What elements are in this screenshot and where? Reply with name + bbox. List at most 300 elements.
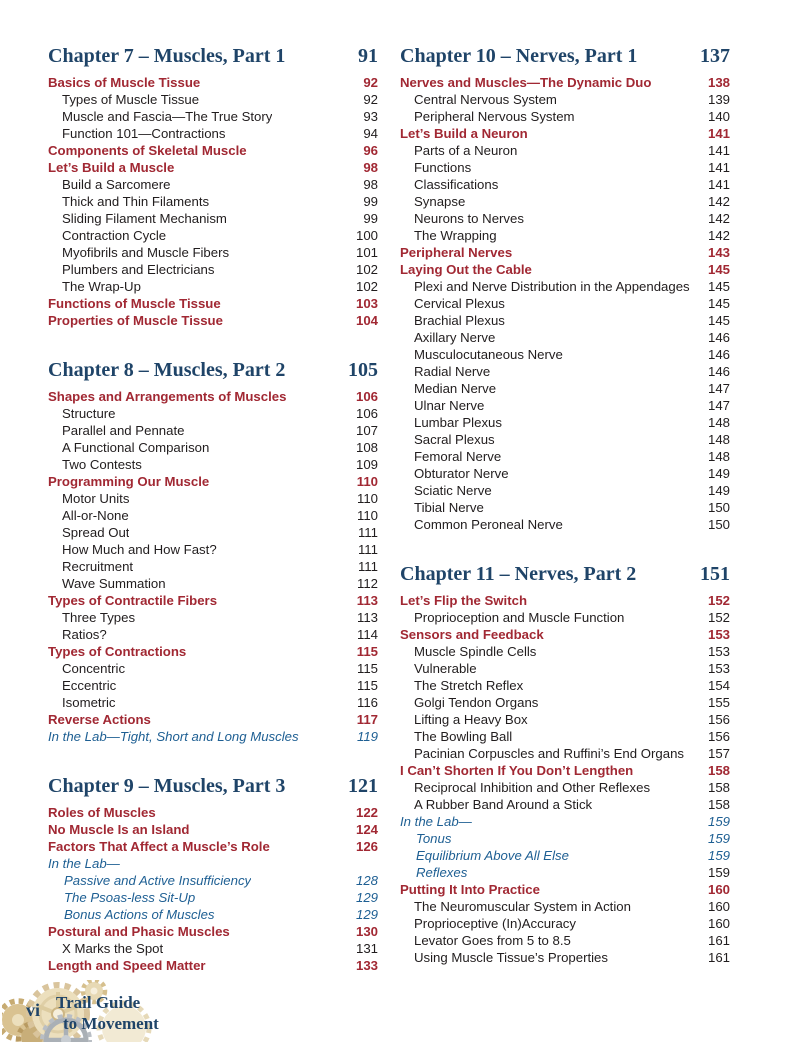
toc-entry-page: 111 [357,542,378,557]
toc-entry [400,796,730,813]
chapter-title: Chapter 10 – Nerves, Part 1 [400,45,638,67]
toc-entry [48,541,378,558]
toc-entry-label: Basics of Muscle Tissue [48,75,201,90]
toc-entry-page: 146 [707,347,730,362]
toc-entry-label: Types of Contractile Fibers [48,593,218,608]
toc-entry-label: Roles of Muscles [48,805,156,820]
toc-entry [400,193,730,210]
toc-entry-page: 106 [355,406,378,421]
footer-page-number: vi [26,1000,41,1020]
toc-entry [400,91,730,108]
toc-entry [400,626,730,643]
toc-entry [400,609,730,626]
chapter-block [48,359,378,745]
toc-entry-label: Structure [62,406,116,421]
toc-entry [400,74,730,91]
toc-entry [48,278,378,295]
toc-entry-label: Musculocutaneous Nerve [414,347,563,362]
toc-entry-label: Sciatic Nerve [414,483,492,498]
toc-entry-page: 158 [707,780,730,795]
toc-entry-page: 148 [707,415,730,430]
toc-entry-page: 153 [707,644,730,659]
toc-entry-label: Shapes and Arrangements of Muscles [48,389,287,404]
toc-entry-page: 152 [707,610,730,625]
toc-entry-page: 102 [355,262,378,277]
toc-entry [400,346,730,363]
toc-entry-label: Nerves and Muscles—The Dynamic Duo [400,75,652,90]
toc-entry-label: Concentric [62,661,126,676]
toc-entry [48,524,378,541]
toc-entry [48,957,378,974]
toc-entry-page: 92 [363,92,378,107]
toc-entry-label: Tibial Nerve [414,500,484,515]
toc-entry [48,592,378,609]
toc-entry-page: 156 [707,729,730,744]
toc-entry-label: Contraction Cycle [62,228,167,243]
toc-entry-page: 141 [707,160,730,175]
toc-entry-label: Femoral Nerve [414,449,502,464]
chapter-heading [48,775,378,798]
chapter-block [48,45,378,329]
toc-entry-page: 103 [355,296,378,311]
toc-entry-label: Components of Skeletal Muscle [48,143,247,158]
toc-entry-label: Brachial Plexus [414,313,505,328]
chapter-block [400,45,730,533]
toc-entry-label: The Psoas-less Sit-Up [64,890,196,905]
toc-entry [400,312,730,329]
toc-entry-label: Function 101—Contractions [62,126,226,141]
toc-entry-page: 119 [356,729,378,744]
toc-entry-label: Recruitment [62,559,134,574]
toc-entry-page: 158 [707,797,730,812]
toc-entry-label: Putting It Into Practice [400,882,540,897]
toc-entry [400,142,730,159]
toc-entry-page: 133 [355,958,378,973]
toc-entry [48,872,378,889]
toc-entry-label: Proprioceptive (In)Accuracy [414,916,576,931]
toc-entry-page: 128 [355,873,378,888]
toc-entry-page: 145 [707,279,730,294]
toc-entry-page: 114 [356,627,378,642]
toc-entry-page: 110 [356,491,378,506]
toc-entry-page: 141 [707,143,730,158]
toc-entry [400,949,730,966]
toc-entry-label: Types of Contractions [48,644,187,659]
toc-entry-page: 131 [355,941,378,956]
toc-column-1 [48,45,378,974]
toc-entry-page: 115 [356,661,378,676]
toc-column-2 [400,45,730,974]
chapter-page: 105 [348,359,378,381]
toc-entry-label: Common Peroneal Nerve [414,517,563,532]
toc-entry [400,516,730,533]
toc-entry-page: 150 [707,500,730,515]
toc-entry-label: A Rubber Band Around a Stick [414,797,593,812]
toc-entry-page: 143 [707,245,730,260]
toc-entry-label: Length and Speed Matter [48,958,206,973]
toc-entry-page: 152 [707,593,730,608]
toc-entry [48,804,378,821]
toc-entry-page: 94 [363,126,378,141]
toc-entry [48,889,378,906]
toc-entry [48,838,378,855]
toc-entry-label: The Stretch Reflex [414,678,524,693]
toc-entry-page: 141 [707,126,730,141]
toc-entry [48,558,378,575]
toc-entry-page: 146 [707,364,730,379]
toc-entry-page: 142 [707,211,730,226]
toc-entry-label: Sensors and Feedback [400,627,544,642]
toc-entry-page: 113 [356,593,378,608]
toc-entry-label: Peripheral Nerves [400,245,513,260]
brand-name [56,992,159,1034]
toc-entry-label: Isometric [62,695,116,710]
toc-entry [400,125,730,142]
toc-entry [400,711,730,728]
toc-entry-label: Vulnerable [414,661,477,676]
toc-entry-page: 107 [355,423,378,438]
toc-entry-page: 102 [355,279,378,294]
toc-entry-label: Lifting a Heavy Box [414,712,528,727]
toc-entry-label: Eccentric [62,678,117,693]
toc-entry-label: The Bowling Ball [414,729,513,744]
toc-entry [48,227,378,244]
toc-entry-label: Spread Out [62,525,130,540]
toc-entry-page: 138 [707,75,730,90]
brand-line-1: Trail Guide [56,993,141,1012]
toc-entry [48,244,378,261]
toc-entry-label: All-or-None [62,508,129,523]
toc-entry [48,125,378,142]
chapter-title: Chapter 11 – Nerves, Part 2 [400,563,637,585]
toc-entry [400,397,730,414]
toc-entry [400,881,730,898]
toc-entry-page: 124 [355,822,378,837]
toc-entry-label: Golgi Tendon Organs [414,695,539,710]
chapter-heading [400,45,730,68]
chapter-block [48,775,378,974]
toc-entry [400,363,730,380]
toc-entry-label: Types of Muscle Tissue [62,92,200,107]
toc-entry-label: Properties of Muscle Tissue [48,313,223,328]
toc-entry-label: Tonus [416,831,452,846]
toc-entry-page: 110 [356,508,378,523]
toc-entry-page: 129 [355,890,378,905]
toc-entry-label: Two Contests [62,457,142,472]
toc-entry-label: Three Types [62,610,136,625]
toc-entry [400,244,730,261]
toc-entry-page: 141 [707,177,730,192]
toc-entry-label: Reflexes [416,865,468,880]
toc-entry [48,855,378,872]
toc-entry [400,762,730,779]
toc-entry-page: 117 [356,712,378,727]
toc-entry-page: 157 [707,746,730,761]
toc-entry [400,380,730,397]
toc-entry-page: 159 [707,814,730,829]
toc-entry [48,490,378,507]
toc-entry [48,643,378,660]
toc-entry [48,456,378,473]
toc-entry-label: Lumbar Plexus [414,415,502,430]
toc-entry-page: 129 [355,907,378,922]
toc-entry [48,405,378,422]
toc-entry [400,329,730,346]
toc-entry-page: 149 [707,466,730,481]
toc-entry [400,227,730,244]
toc-entry-page: 149 [707,483,730,498]
toc-entry [48,626,378,643]
toc-entry-label: Neurons to Nerves [414,211,524,226]
toc-entry-page: 99 [363,211,378,226]
toc-entry [400,830,730,847]
toc-entry-label: I Can’t Shorten If You Don’t Lengthen [400,763,634,778]
toc-entry-label: Ratios? [62,627,107,642]
toc-entry-label: Radial Nerve [414,364,491,379]
toc-entry-label: Laying Out the Cable [400,262,532,277]
toc-entry-page: 126 [355,839,378,854]
toc-entry [400,261,730,278]
toc-entry [400,915,730,932]
toc-entry [400,813,730,830]
chapter-heading [400,563,730,586]
toc-entry-label: Programming Our Muscle [48,474,210,489]
toc-entry-page: 145 [707,296,730,311]
toc-entry-page: 156 [707,712,730,727]
toc-entry-label: Peripheral Nervous System [414,109,575,124]
toc-entry [48,142,378,159]
toc-entry-page: 115 [356,644,378,659]
chapter-title: Chapter 8 – Muscles, Part 2 [48,359,286,381]
toc-entry-page: 148 [707,432,730,447]
toc-entry-label: Passive and Active Insufficiency [64,873,252,888]
toc-entry [48,176,378,193]
toc-entry [400,499,730,516]
toc-entry [400,745,730,762]
toc-entry [400,728,730,745]
toc-entry-label: No Muscle Is an Island [48,822,190,837]
chapter-heading [48,359,378,382]
toc-entry-page: 145 [707,313,730,328]
toc-entry-page: 108 [355,440,378,455]
toc-entry-label: In the Lab— [48,856,120,871]
chapter-block [400,563,730,966]
toc-entry [48,677,378,694]
toc-entry-label: Cervical Plexus [414,296,505,311]
toc-entry-page: 116 [356,695,378,710]
toc-entry [48,159,378,176]
chapter-title: Chapter 7 – Muscles, Part 1 [48,45,286,67]
toc-entry [48,261,378,278]
toc-entry-page: 106 [355,389,378,404]
toc-entry-page: 104 [355,313,378,328]
toc-entry-label: Pacinian Corpuscles and Ruffini’s End Organs [414,746,685,761]
toc-entry-page: 111 [357,559,378,574]
toc-entry [400,431,730,448]
toc-entry-label: The Wrapping [414,228,497,243]
toc-entry-page: 155 [707,695,730,710]
toc-entry [400,176,730,193]
toc-entry [400,864,730,881]
toc-entry-page: 147 [707,398,730,413]
footer-logo [0,980,230,1042]
toc-entry-label: Sacral Plexus [414,432,495,447]
toc-entry-page: 101 [355,245,378,260]
toc-entry [48,422,378,439]
toc-entry-label: Classifications [414,177,499,192]
toc-entry-page: 109 [355,457,378,472]
toc-entry-page: 147 [707,381,730,396]
toc-entry [400,677,730,694]
toc-entry-page: 92 [363,75,378,90]
toc-entry-label: Using Muscle Tissue’s Properties [414,950,608,965]
chapter-page: 137 [700,45,730,67]
toc-entry [48,711,378,728]
toc-entry-label: Muscle Spindle Cells [414,644,537,659]
toc-entry [48,74,378,91]
toc-entry [400,465,730,482]
toc-entry-page: 140 [707,109,730,124]
chapter-page: 91 [358,45,378,67]
toc-entry-label: Let’s Build a Muscle [48,160,175,175]
toc-entry [400,694,730,711]
toc-entry-label: Central Nervous System [414,92,557,107]
toc-entry [400,592,730,609]
chapter-page: 121 [348,775,378,797]
toc-entry [400,295,730,312]
toc-entry-label: Let’s Flip the Switch [400,593,528,608]
toc-entry [400,414,730,431]
toc-entry-page: 112 [356,576,378,591]
toc-entry-label: Levator Goes from 5 to 8.5 [414,933,571,948]
toc-entry-page: 159 [707,831,730,846]
toc-entry-page: 93 [363,109,378,124]
toc-entry-label: Reverse Actions [48,712,151,727]
toc-entry-label: In the Lab— [400,814,472,829]
toc-entry-page: 100 [355,228,378,243]
toc-entry-label: Ulnar Nerve [414,398,485,413]
toc-entry-label: The Neuromuscular System in Action [414,899,631,914]
toc-entry-page: 145 [707,262,730,277]
toc-entry-page: 130 [355,924,378,939]
toc-entry-label: Functions [414,160,472,175]
toc-entry-label: Postural and Phasic Muscles [48,924,230,939]
toc-entry-page: 110 [356,474,378,489]
toc-entry-page: 146 [707,330,730,345]
toc-entry-page: 122 [355,805,378,820]
toc-entry [48,609,378,626]
toc-entry [400,898,730,915]
toc-entry-label: Wave Summation [62,576,166,591]
toc-entry [400,108,730,125]
toc-entry [400,210,730,227]
toc-entry-page: 111 [357,525,378,540]
toc-entry-label: Muscle and Fascia—The True Story [62,109,273,124]
toc-entry-page: 154 [707,678,730,693]
toc-entry-label: Reciprocal Inhibition and Other Reflexes [414,780,651,795]
toc-entry-label: Plexi and Nerve Distribution in the Appendages [414,279,690,294]
toc-entry-page: 160 [707,882,730,897]
toc-entry [400,643,730,660]
toc-entry-page: 142 [707,194,730,209]
toc-entry-page: 115 [356,678,378,693]
toc-entry-page: 153 [707,661,730,676]
toc-entry-page: 96 [363,143,378,158]
toc-entry [48,507,378,524]
toc-entry-label: Myofibrils and Muscle Fibers [62,245,230,260]
toc-entry-label: X Marks the Spot [62,941,164,956]
toc-entry-page: 142 [707,228,730,243]
toc-entry [48,439,378,456]
toc-entry [48,193,378,210]
toc-entry [48,210,378,227]
chapter-page: 151 [700,563,730,585]
toc-entry-page: 160 [707,899,730,914]
toc-entry [48,388,378,405]
toc-entry-page: 150 [707,517,730,532]
toc-entry-label: Motor Units [62,491,130,506]
chapter-title: Chapter 9 – Muscles, Part 3 [48,775,286,797]
table-of-contents [48,45,730,974]
toc-entry-label: Parts of a Neuron [414,143,518,158]
toc-entry-page: 159 [707,865,730,880]
toc-entry-page: 161 [707,933,730,948]
toc-entry-label: Axillary Nerve [414,330,496,345]
toc-entry-page: 113 [356,610,378,625]
chapter-heading [48,45,378,68]
toc-entry-label: Synapse [414,194,466,209]
toc-entry [48,91,378,108]
toc-entry [48,312,378,329]
toc-entry-page: 159 [707,848,730,863]
toc-entry [48,694,378,711]
toc-entry-page: 161 [707,950,730,965]
toc-entry [400,159,730,176]
toc-entry [48,940,378,957]
toc-entry-label: Obturator Nerve [414,466,509,481]
toc-entry [48,728,378,745]
toc-entry [400,779,730,796]
toc-entry [48,906,378,923]
toc-entry [48,473,378,490]
toc-entry-label: Equilibrium Above All Else [416,848,569,863]
toc-entry [48,295,378,312]
toc-entry [400,847,730,864]
toc-entry-label: How Much and How Fast? [62,542,217,557]
toc-entry [48,821,378,838]
toc-entry [48,108,378,125]
toc-entry-label: Sliding Filament Mechanism [62,211,227,226]
toc-entry [48,575,378,592]
toc-entry-label: Factors That Affect a Muscle’s Role [48,839,270,854]
toc-entry-page: 158 [707,763,730,778]
toc-entry-page: 98 [363,177,378,192]
toc-entry-label: The Wrap-Up [62,279,141,294]
toc-entry-page: 139 [707,92,730,107]
toc-entry [400,482,730,499]
toc-entry [400,448,730,465]
toc-entry-page: 160 [707,916,730,931]
toc-entry-label: Median Nerve [414,381,497,396]
toc-entry-label: Parallel and Pennate [62,423,185,438]
toc-entry-label: Plumbers and Electricians [62,262,215,277]
toc-entry-label: Thick and Thin Filaments [62,194,210,209]
toc-entry-label: In the Lab—Tight, Short and Long Muscles [48,729,299,744]
toc-entry-label: Let’s Build a Neuron [400,126,528,141]
toc-entry-label: Proprioception and Muscle Function [414,610,625,625]
toc-entry-page: 99 [363,194,378,209]
toc-entry [400,278,730,295]
